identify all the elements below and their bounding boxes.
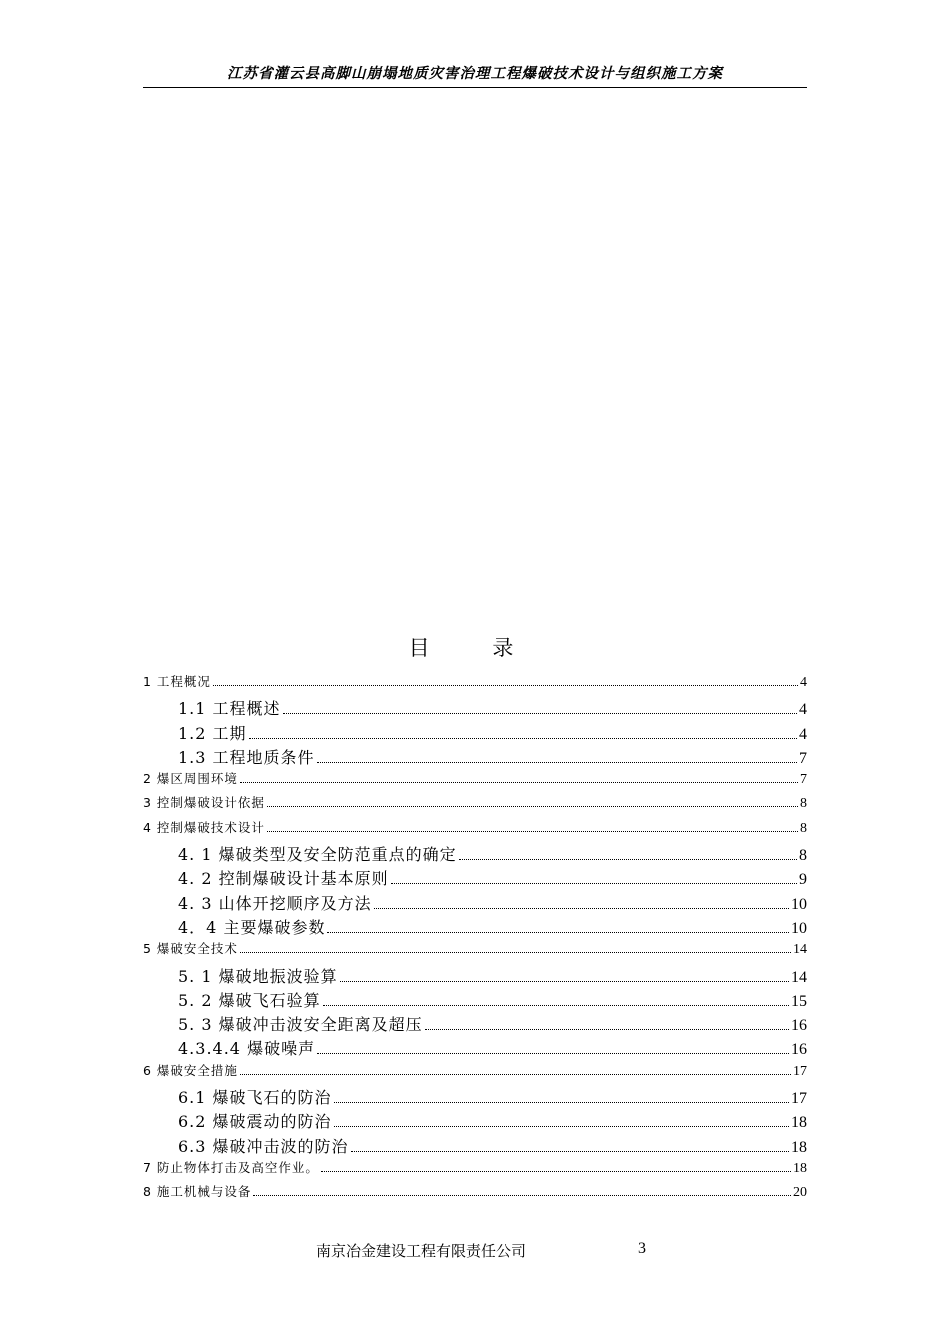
toc-dot-leader [391, 871, 797, 884]
toc-entry-page: 17 [791, 1090, 807, 1108]
toc-entry[interactable] [143, 891, 807, 915]
toc-dot-leader [323, 993, 789, 1006]
toc-entry-label: 8 施工机械与设备 [143, 1184, 252, 1200]
toc-entry[interactable] [143, 1182, 807, 1206]
toc-entry-label: 6.2 爆破震动的防治 [178, 1112, 332, 1132]
toc-entry-page: 4 [799, 725, 807, 743]
toc-entry[interactable] [143, 1036, 807, 1060]
toc-dot-leader [213, 676, 798, 686]
toc-entry[interactable] [143, 818, 807, 842]
toc-entry-label: 4．4 主要爆破参数 [178, 917, 326, 937]
toc-entry-page: 4 [800, 675, 807, 690]
toc-entry-page: 7 [799, 749, 807, 767]
toc-entry-page: 8 [800, 796, 807, 812]
toc-entry-page: 18 [793, 1160, 807, 1176]
toc-entry-label: 6 爆破安全措施 [143, 1062, 238, 1078]
toc-entry[interactable] [143, 1085, 807, 1109]
toc-entry-label: 5 爆破安全技术 [143, 941, 238, 957]
toc-title: 目 录 [408, 636, 542, 660]
toc-entry[interactable] [143, 939, 807, 963]
toc-entry-page: 16 [791, 1041, 807, 1059]
toc-dot-leader [253, 1186, 791, 1196]
toc-entry-label: 4 控制爆破技术设计 [143, 819, 265, 835]
toc-entry-page: 14 [791, 968, 807, 986]
footer-page-number: 3 [638, 1240, 646, 1257]
toc-entry[interactable] [143, 915, 807, 939]
toc-entry[interactable] [143, 696, 807, 720]
toc-entry-label: 5. 3 爆破冲击波安全距离及超压 [178, 1015, 423, 1035]
toc-entry[interactable] [143, 793, 807, 817]
toc-entry-page: 18 [791, 1114, 807, 1132]
toc-entry[interactable] [143, 672, 807, 696]
toc-entry-label: 1.3 工程地质条件 [178, 747, 315, 767]
toc-dot-leader [267, 822, 798, 832]
toc-entry-page: 10 [791, 919, 807, 937]
toc-entry-page: 15 [791, 992, 807, 1010]
toc-entry-page: 8 [800, 820, 807, 836]
toc-entry-page: 10 [791, 895, 807, 913]
toc-dot-leader [459, 847, 797, 860]
toc-dot-leader [317, 1041, 789, 1054]
toc-entry[interactable] [143, 721, 807, 745]
toc-dot-leader [334, 1090, 789, 1103]
toc-dot-leader [267, 798, 798, 808]
toc-entry-page: 4 [799, 701, 807, 719]
toc-dot-leader [374, 896, 789, 909]
toc-entry-page: 8 [799, 847, 807, 865]
toc-entry-label: 1.1 工程概述 [178, 699, 281, 719]
toc-entry[interactable] [143, 769, 807, 793]
footer-company-name: 南京冶金建设工程有限责任公司 [316, 1242, 527, 1260]
toc-entry[interactable] [143, 1109, 807, 1133]
toc-entry[interactable] [143, 988, 807, 1012]
toc-dot-leader [327, 920, 789, 933]
toc-dot-leader [249, 726, 797, 739]
table-of-contents [143, 672, 807, 1207]
toc-entry[interactable] [143, 745, 807, 769]
toc-entry-page: 17 [793, 1063, 807, 1079]
toc-dot-leader [340, 969, 789, 982]
toc-entry-page: 14 [793, 942, 807, 958]
toc-dot-leader [334, 1114, 789, 1127]
header-rule [143, 87, 807, 88]
toc-entry-label: 4. 2 控制爆破设计基本原则 [178, 869, 389, 889]
toc-dot-leader [283, 701, 797, 714]
toc-entry[interactable] [143, 1134, 807, 1158]
toc-entry-label: 6.3 爆破冲击波的防治 [178, 1136, 349, 1156]
toc-entry[interactable] [143, 1158, 807, 1182]
toc-entry[interactable] [143, 1012, 807, 1036]
toc-entry-label: 5. 1 爆破地振波验算 [178, 966, 338, 986]
toc-entry-label: 7 防止物体打击及高空作业。 [143, 1159, 319, 1175]
toc-entry[interactable] [143, 866, 807, 890]
toc-entry-label: 3 控制爆破设计依据 [143, 795, 265, 811]
toc-dot-leader [317, 750, 797, 763]
toc-entry-page: 9 [799, 871, 807, 889]
toc-entry-label: 1.2 工期 [178, 723, 247, 743]
toc-entry-label: 5. 2 爆破飞石验算 [178, 990, 321, 1010]
toc-entry-label: 6.1 爆破飞石的防治 [178, 1088, 332, 1108]
toc-entry-label: 4.3.4.4 爆破噪声 [178, 1039, 316, 1059]
toc-entry[interactable] [143, 1061, 807, 1085]
toc-entry-page: 7 [800, 772, 807, 788]
toc-dot-leader [240, 1065, 791, 1075]
toc-entry-page: 20 [793, 1185, 807, 1201]
toc-entry[interactable] [143, 964, 807, 988]
toc-entry-page: 18 [791, 1138, 807, 1156]
toc-dot-leader [425, 1017, 789, 1030]
toc-entry-label: 4. 1 爆破类型及安全防范重点的确定 [178, 845, 457, 865]
document-header-title: 江苏省灌云县高脚山崩塌地质灾害治理工程爆破技术设计与组织施工方案 [227, 65, 723, 82]
toc-dot-leader [351, 1139, 789, 1152]
toc-dot-leader [321, 1162, 791, 1172]
toc-entry-label: 2 爆区周围环境 [143, 771, 238, 787]
toc-entry-label: 1 工程概况 [143, 674, 211, 689]
toc-dot-leader [240, 944, 791, 954]
toc-entry-label: 4. 3 山体开挖顺序及方法 [178, 893, 372, 913]
toc-entry-page: 16 [791, 1017, 807, 1035]
toc-entry[interactable] [143, 842, 807, 866]
toc-dot-leader [240, 773, 798, 783]
